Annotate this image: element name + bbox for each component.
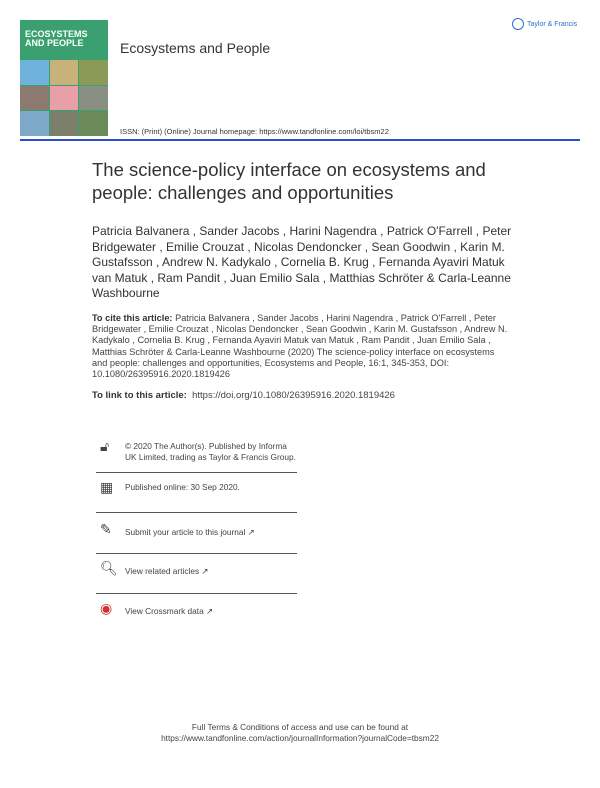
article-title: The science-policy interface on ecosystems and people: challenges and opportunities — [92, 159, 486, 203]
open-access-icon: 🔓︎ — [100, 438, 110, 454]
citation — [92, 313, 512, 380]
published-date — [96, 479, 296, 495]
publisher-logo — [512, 18, 577, 30]
cover-title-2: AND PEOPLE — [25, 38, 84, 48]
homepage-link[interactable]: https://www.tandfonline.com/loi/tbsm22 — [259, 127, 389, 136]
footer-url[interactable]: https://www.tandfonline.com/action/journalInformation?journalCode=tbsm22 — [161, 733, 439, 743]
footer — [0, 722, 600, 744]
journal-cover-image — [20, 20, 108, 136]
issn-line — [120, 127, 389, 136]
footer-terms: Full Terms & Conditions of access and use can be found at — [191, 722, 409, 732]
link-label: To link to this article: — [92, 390, 187, 401]
submit-text: Submit your article to this journal ↗ — [125, 527, 255, 537]
header-rule — [20, 139, 580, 141]
crossmark-icon: ◉ — [100, 600, 113, 616]
license-text: © 2020 The Author(s). Published by Informa UK Limited, trading as Taylor & Francis Group. — [125, 441, 296, 462]
divider — [96, 472, 297, 473]
related-articles-icon: 🔍︎ — [100, 560, 118, 576]
crossmark-text: View Crossmark data ↗ — [125, 606, 213, 616]
cite-text: Patricia Balvanera , Sander Jacobs , Harini Nagendra , Patrick O'Farrell , Peter Bridgewater , Emilie Crouzat , Nicolas Dendoncker , Sean Goodwin , Karin M. Gustafsson , Andrew N. Kadykalo , Cornelia B. Krug , Fernanda Ayaviri Matuk van Matuk , Ram Pandit , Juan Emilio Sala , Matthias Schröter & Carla-Leanne Washbourne (2020) The science-policy interface on ecosystems and people: challenges and opportunities, Ecosystems and People, 16:1, 345-353, DOI: — [92, 313, 508, 368]
open-access-notice — [96, 438, 296, 462]
cover-title: ECOSYSTEMS — [25, 29, 88, 39]
crossmark-link[interactable] — [96, 600, 296, 617]
calendar-icon: ▦ — [100, 479, 114, 495]
publisher-logo-text: Taylor & Francis — [527, 20, 578, 28]
link-line — [92, 390, 395, 401]
divider — [96, 512, 297, 513]
publisher-logo-icon — [512, 18, 524, 30]
article-link[interactable]: https://doi.org/10.1080/26395916.2020.1819426 — [192, 390, 395, 401]
cite-label: To cite this article: — [92, 313, 173, 323]
divider — [96, 593, 297, 594]
submit-article-link[interactable] — [96, 521, 296, 538]
related-articles-link[interactable] — [96, 560, 296, 577]
published-text: Published online: 30 Sep 2020. — [125, 482, 240, 492]
doi-link[interactable]: 10.1080/26395916.2020.1819426 — [92, 369, 230, 380]
related-text: View related articles ↗ — [125, 566, 209, 576]
issn-text: ISSN: (Print) (Online) Journal homepage: — [120, 127, 258, 136]
journal-name: Ecosystems and People — [120, 40, 271, 56]
divider — [96, 553, 297, 554]
edit-icon: ✎ — [100, 521, 112, 537]
author-list: Patricia Balvanera , Sander Jacobs , Harini Nagendra , Patrick O'Farrell , Peter Bridgewater , Emilie Crouzat , Nicolas Dendoncker , Sean Goodwin , Karin M. Gustafsson , Andrew N. Kadykalo , Cornelia B. Krug , Fernanda Ayaviri Matuk van Matuk , Ram Pandit , Juan Emilio Sala , Matthias Schröter & Carla-Leanne Washbourne — [92, 224, 512, 301]
